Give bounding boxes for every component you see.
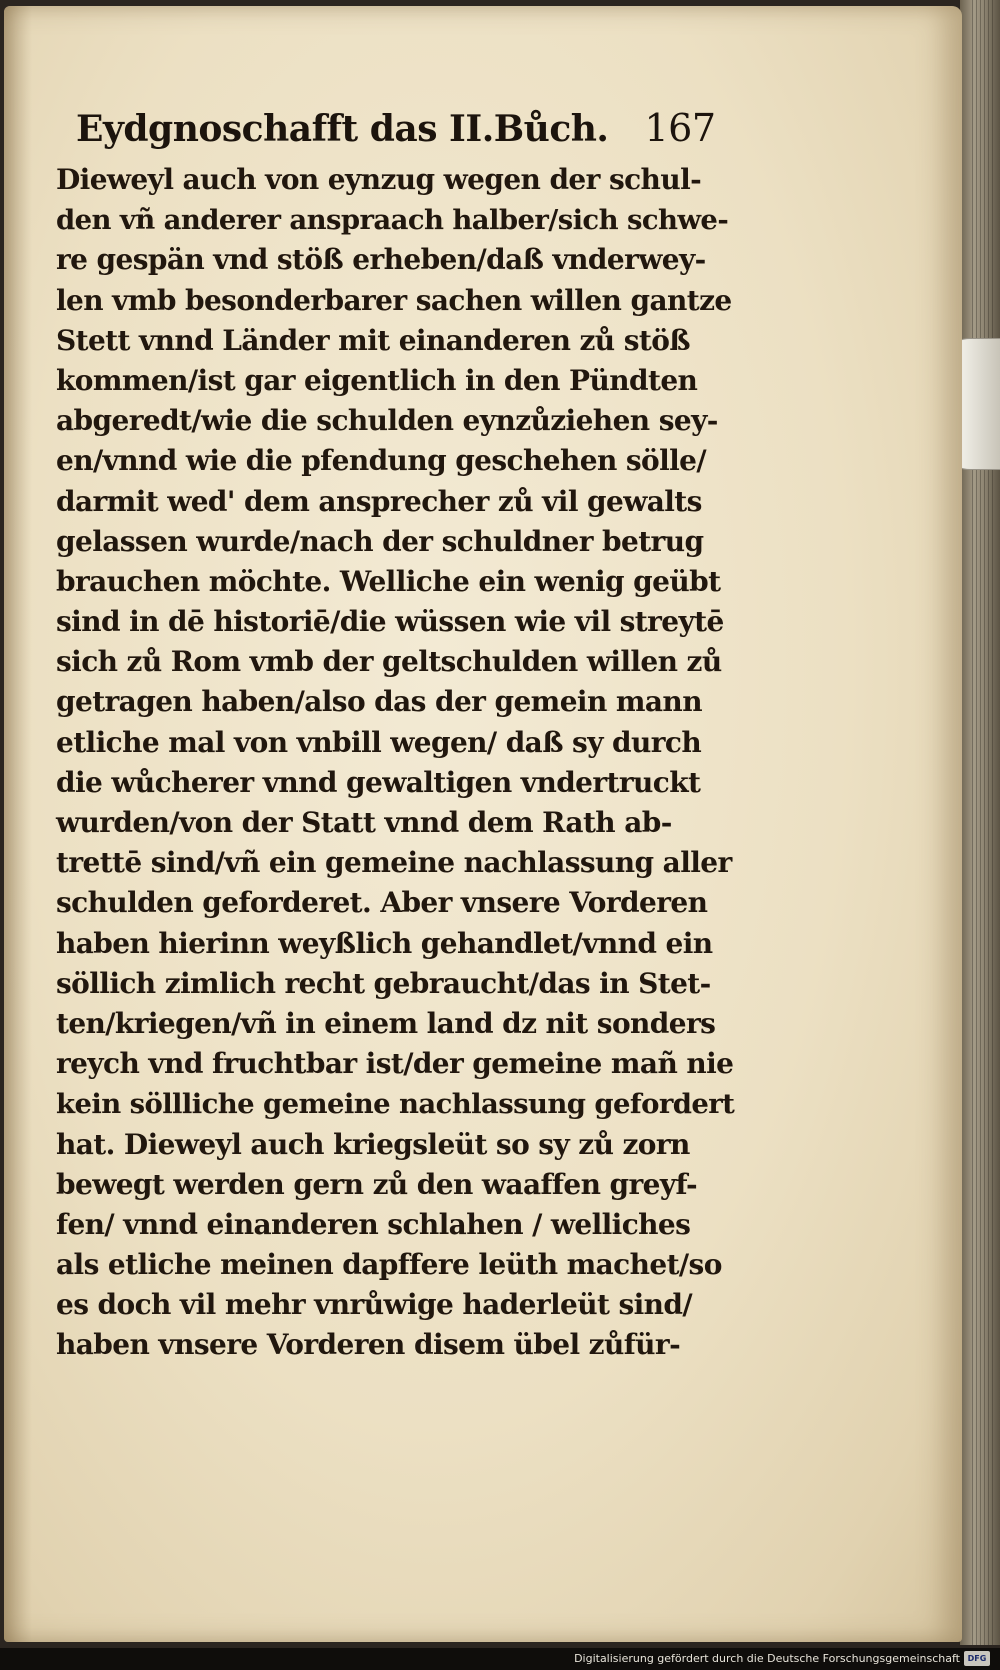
text-line: darmit wed' dem ansprecher zů vil gewalts: [56, 484, 702, 518]
text-line: als etliche meinen dapffere leüth machet/so: [56, 1248, 722, 1282]
text-line: etliche mal von vnbill wegen/ daß sy durch: [56, 725, 702, 759]
text-line: fen/ vnnd einanderen schlahen / welliches: [56, 1207, 691, 1241]
text-line: die wůcherer vnnd gewaltigen vndertruckt: [56, 765, 701, 799]
text-line: len vmb besonderbarer sachen willen gantze: [56, 283, 732, 317]
text-line: trettē sind/vñ ein gemeine nachlassung aller: [56, 846, 732, 880]
page-number: 167: [644, 106, 716, 150]
running-head-title: Eydgnoschafft das II.Bůch.: [76, 108, 609, 150]
text-line: getragen haben/also das der gemein mann: [56, 685, 702, 719]
body-text: [56, 160, 736, 1366]
text-line: bewegt werden gern zů den waaffen greyf-: [56, 1167, 697, 1201]
text-line: schulden geforderet. Aber vnsere Vorderen: [56, 886, 708, 920]
text-line: gelassen wurde/nach der schuldner betrug: [56, 524, 704, 558]
text-line: Dieweyl auch von eynzug wegen der schul-: [56, 163, 702, 196]
text-line: ten/kriegen/vñ in einem land dz nit sonders: [56, 1006, 716, 1040]
text-line: den vñ anderer anspraach halber/sich schwe-: [56, 204, 729, 237]
text-line: Stett vnnd Länder mit einanderen zů stöß: [56, 323, 690, 357]
text-line: kommen/ist gar eigentlich in den Pündten: [56, 363, 698, 397]
text-line: es doch vil mehr vnrůwige haderleüt sind/: [56, 1288, 693, 1322]
text-line: brauchen möchte. Welliche ein wenig geübt: [56, 564, 721, 598]
text-line: haben hierinn weyßlich gehandlet/vnnd ein: [56, 926, 713, 960]
text-line: en/vnnd wie die pfendung geschehen sölle/: [56, 444, 707, 478]
running-head: [76, 98, 716, 158]
funding-credit: Digitalisierung gefördert durch die Deutsche Forschungsgemeinschaft: [574, 1652, 960, 1665]
text-line: kein söllliche gemeine nachlassung gefordert: [56, 1088, 735, 1121]
digitization-footer: [0, 1648, 1000, 1670]
text-line: reych vnd fruchtbar ist/der gemeine mañ nie: [56, 1047, 734, 1081]
text-line: re gespän vnd stöß erheben/daß vnderwey-: [56, 243, 706, 277]
text-line: sind in dē historiē/die wüssen wie vil streytē: [56, 605, 724, 639]
text-line: sich zů Rom vmb der geltschulden willen zů: [56, 645, 722, 679]
text-line: söllich zimlich recht gebraucht/das in Stet-: [56, 966, 711, 1000]
dfg-logo: DFG: [964, 1651, 990, 1666]
text-line: hat. Dieweyl auch kriegsleüt so sy zů zorn: [56, 1127, 690, 1161]
book-page-edge-lines: [972, 0, 994, 1645]
page-gutter-shadow: [4, 6, 32, 1642]
text-line: haben vnsere Vorderen disem übel zůfür-: [56, 1328, 681, 1362]
text-line: wurden/von der Statt vnnd dem Rath ab-: [56, 806, 672, 839]
text-line: abgeredt/wie die schulden eynzůziehen sey-: [56, 404, 718, 438]
